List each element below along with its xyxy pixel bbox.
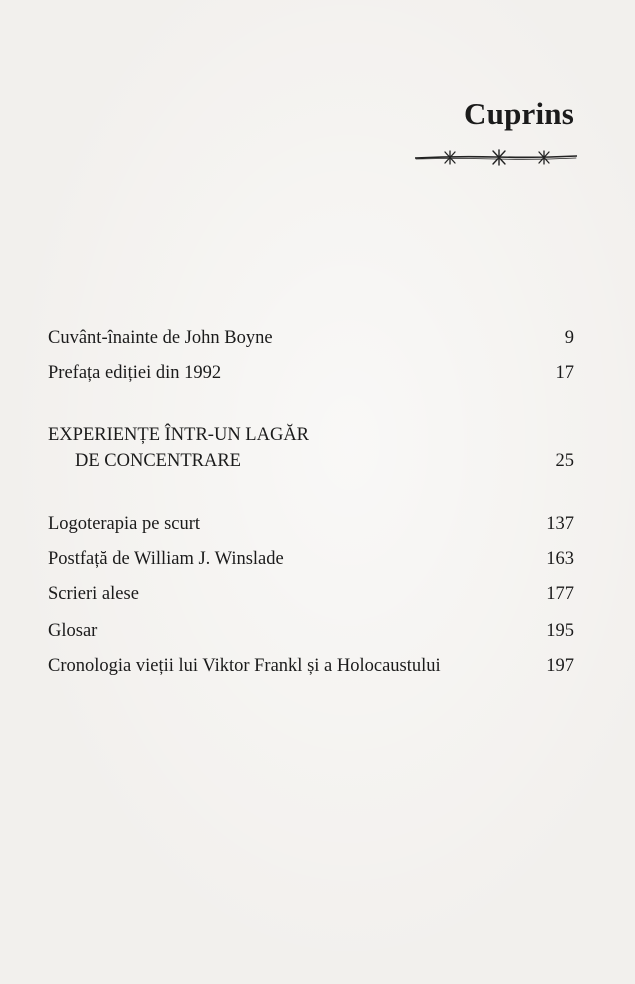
- toc-entry: [48, 548, 574, 570]
- toc-entry: [48, 327, 574, 349]
- toc-entry-title: Scrieri alese: [48, 584, 139, 604]
- toc-entry-page: 137: [546, 514, 574, 534]
- barbed-wire-icon: [415, 144, 577, 170]
- page-title: Cuprins: [464, 96, 574, 131]
- toc-entry: [48, 583, 574, 605]
- toc-entry: [48, 655, 574, 677]
- toc-entry-page: 25: [555, 451, 574, 471]
- toc-entry-page: 163: [546, 549, 574, 569]
- toc-entry-title: Glosar: [48, 621, 98, 641]
- toc-entry-page: 197: [546, 656, 574, 676]
- toc-entry-page: 177: [546, 584, 574, 604]
- toc-entry: [48, 362, 574, 384]
- toc-entry-page: 9: [564, 328, 574, 348]
- toc-entry-title: Cuvânt-înainte de John Boyne: [48, 328, 273, 348]
- toc-entry-title: Prefața ediției din 1992: [48, 363, 222, 383]
- toc-entry-title: Logoterapia pe scurt: [48, 514, 201, 534]
- toc-entry-title: EXPERIENȚE ÎNTR-UN LAGĂR: [48, 425, 310, 445]
- toc-entry-title: Postfață de William J. Winslade: [48, 549, 284, 569]
- toc-entry-page: 17: [555, 363, 574, 383]
- toc-entry-title: Cronologia vieții lui Viktor Frankl și a Holocaustului: [48, 656, 441, 676]
- toc-entry-page: 195: [546, 621, 574, 641]
- toc-entry-title-continued: DE CONCENTRARE: [75, 451, 241, 471]
- toc-entry: [48, 422, 574, 472]
- toc-entry: [48, 620, 574, 642]
- toc-entry: [48, 513, 574, 535]
